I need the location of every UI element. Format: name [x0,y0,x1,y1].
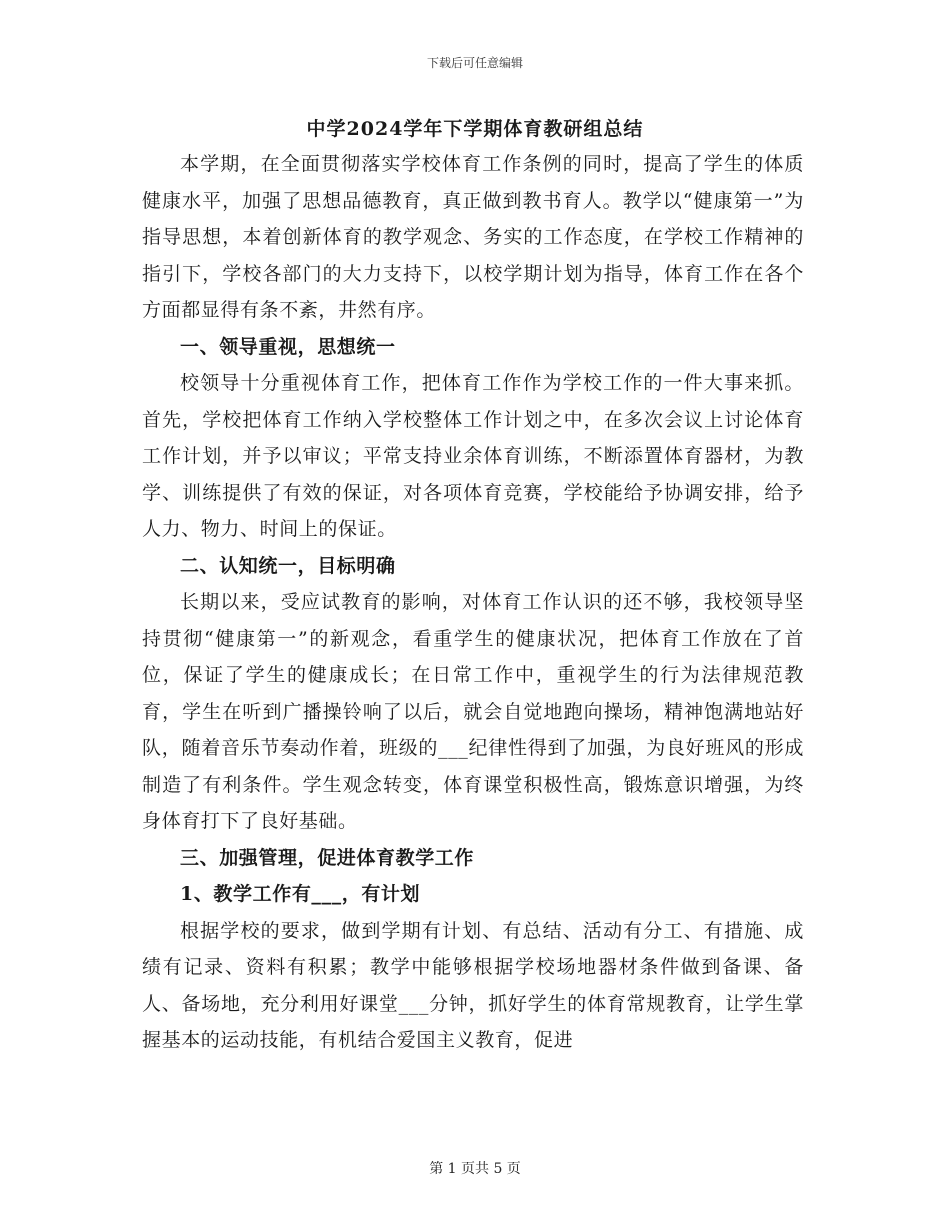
document-title: 中学2024学年下学期体育教研组总结 [306,118,644,140]
header-note: 下载后可任意编辑 [426,56,523,70]
document-body [142,146,804,1059]
subsection-heading-3-1: 1、教学工作有___，有计划 [180,883,421,905]
subsection-3-1-paragraph: 根据学校的要求，做到学期有计划、有总结、活动有分工、有措施、成绩有记录、资料有积累；教学中能够根据学校场地器材条件做到备课、备人、备场地，充分利用好课堂___分钟，抓好学生的体育常规教育，让学生掌握基本的运动技能，有机结合爱国主义教育，促进 [142,919,804,1051]
section-heading-1: 一、领导重视，思想统一 [180,335,396,358]
page-footer: 第 1 页共 5 页 [429,1161,521,1177]
intro-paragraph: 本学期，在全面贯彻落实学校体育工作条例的同时，提高了学生的体质健康水平，加强了思想品德教育，真正做到教书育人。教学以“健康第一”为指导思想，本着创新体育的教学观念、务实的工作态度，在学校工作精神的指引下，学校各部门的大力支持下，以校学期计划为指导，体育工作在各个方面都显得有条不紊，井然有序。 [142,153,804,321]
section-heading-3: 三、加强管理，促进体育教学工作 [180,846,475,869]
section-1-paragraph: 校领导十分重视体育工作，把体育工作作为学校工作的一件大事来抓。首先，学校把体育工作纳入学校整体工作计划之中，在多次会议上讨论体育工作计划，并予以审议；平常支持业余体育训练，不断添置体育器材，为教学、训练提供了有效的保证，对各项体育竞赛，学校能给予协调安排，给予人力、物力、时间上的保证。 [142,372,804,540]
section-2-paragraph: 长期以来，受应试教育的影响，对体育工作认识的还不够，我校领导坚持贯彻“健康第一”的新观念，看重学生的健康状况，把体育工作放在了首位，保证了学生的健康成长；在日常工作中，重视学生的行为法律规范教育，学生在听到广播操铃响了以后，就会自觉地跑向操场，精神饱满地站好队，随着音乐节奏动作着，班级的___纪律性得到了加强，为良好班风的形成制造了有利条件。学生观念转变，体育课堂积极性高，锻炼意识增强，为终身体育打下了良好基础。 [142,591,804,832]
section-heading-2: 二、认知统一，目标明确 [180,554,396,577]
